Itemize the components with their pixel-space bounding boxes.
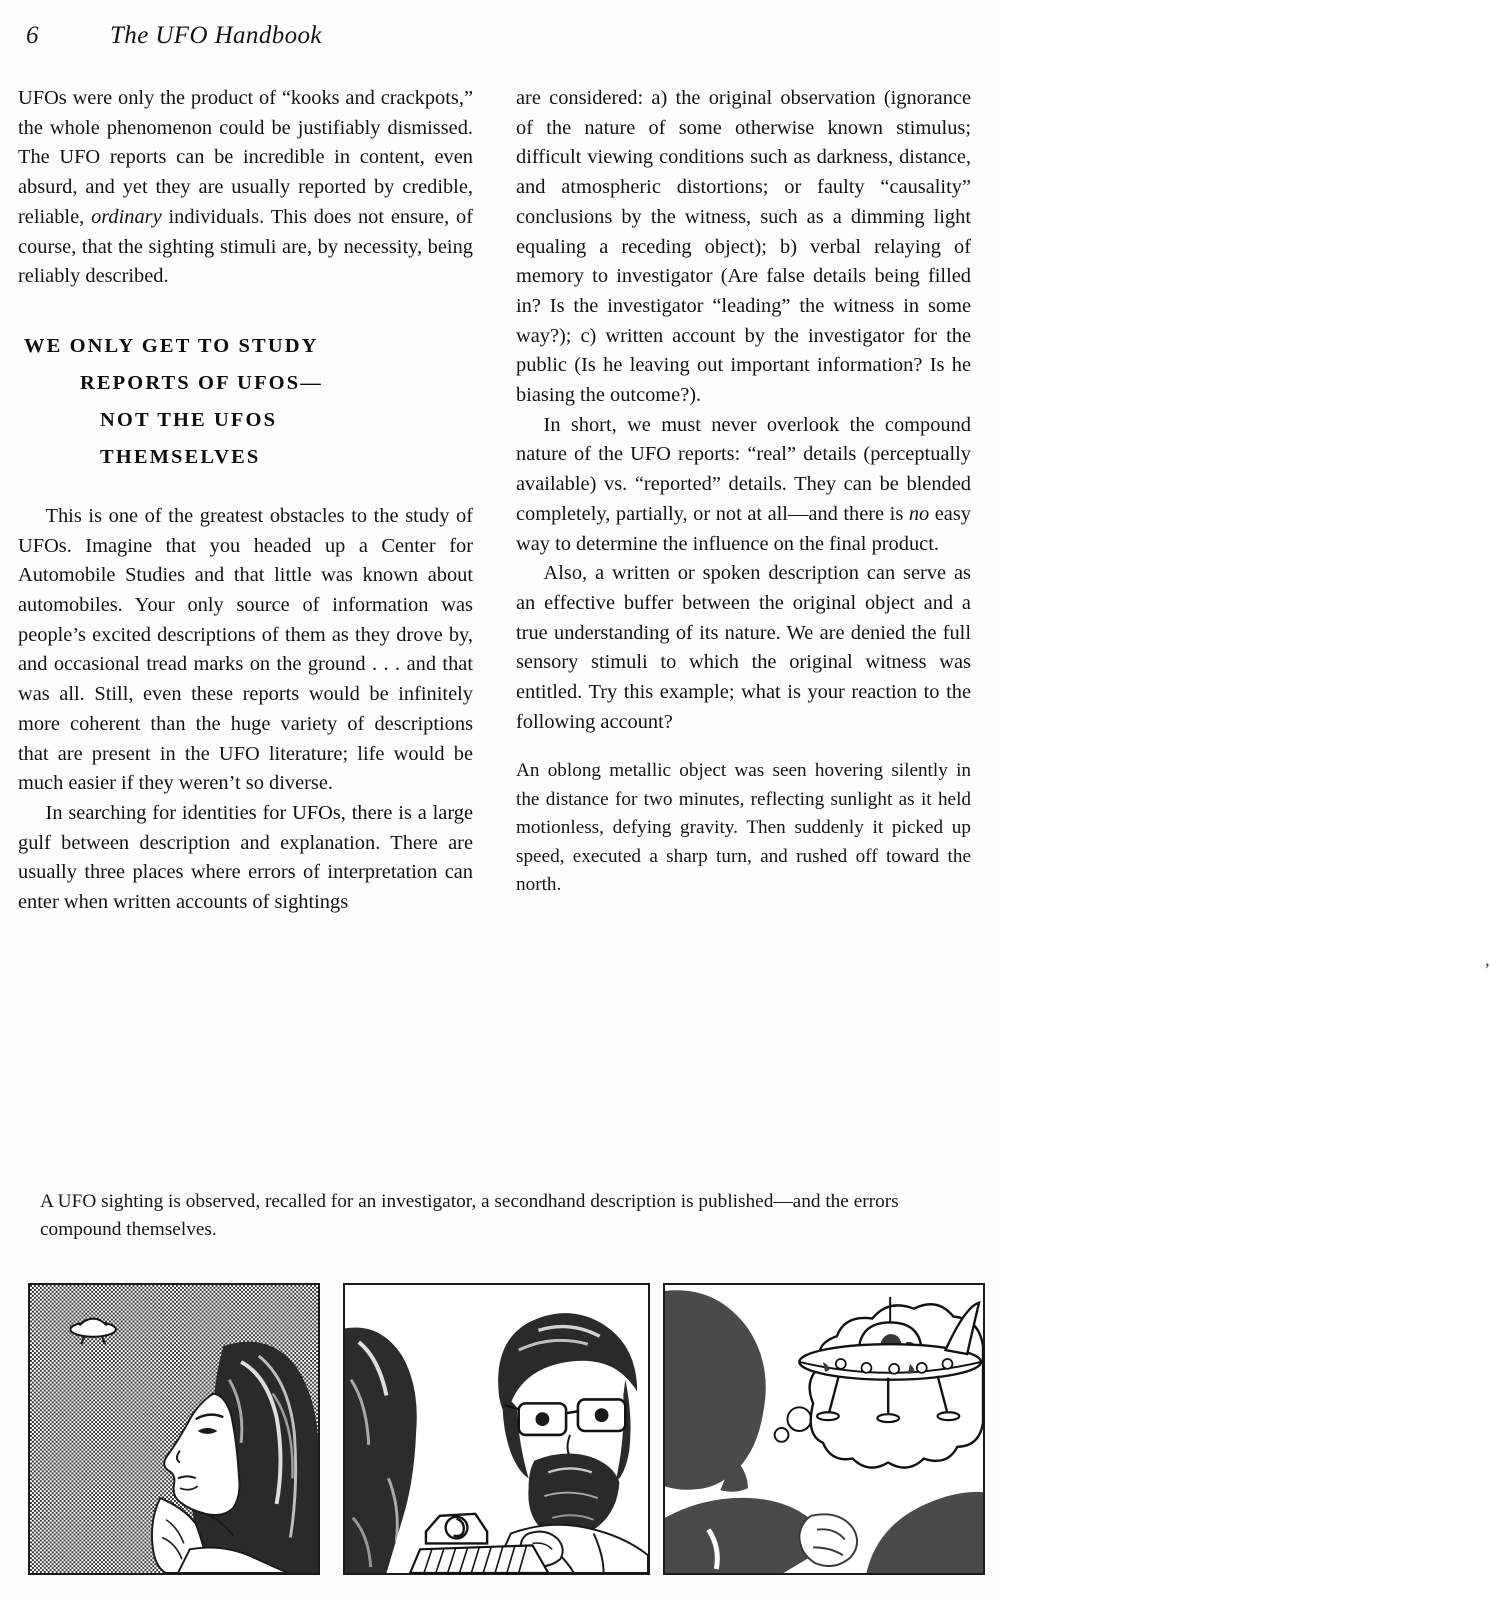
body-columns [18, 84, 1490, 1124]
running-head [26, 22, 975, 56]
paragraph-automobile-analogy: This is one of the greatest obstacles to the study of UFOs. Imagine that you headed up a Center for Automobile Studies and that little was known about automobiles. Your only source of information was people’s excited descriptions of them as they drove by, and occasional tread marks on the ground . . . and that was all. Still, even these reports would be infinitely more coherent than the huge variety of descriptions that are present in the UFO literature; life would be much easier if they weren’t so diverse. [18, 504, 473, 795]
emphasis-no: no [908, 502, 930, 525]
paragraph-text-end: easy way to determine the influence on the final product. [516, 502, 971, 555]
panel-witness-recalls-to-investigator [343, 1283, 650, 1575]
paragraph-buffer: Also, a written or spoken description can serve as an effective buffer between the original object and a true understanding of its nature. We are denied the full sensory stimuli to which the original witness was entitled. Try this example; what is your reaction to the following account? [516, 562, 971, 733]
column-left [18, 84, 473, 918]
paragraph-text: UFOs were only the product of “kooks and crackpots,” the whole phenomenon could be justifiably dismissed. The UFO reports can be incredible in content, even absurd, and yet they are usually reported by credible, reliable, [18, 87, 473, 228]
page-number: 6 [26, 22, 39, 49]
section-heading-line-2: REPORTS OF UFOS— [80, 371, 323, 394]
panel-witness-observes-ufo [28, 1283, 320, 1575]
desk-papers [410, 1545, 548, 1573]
panel-1-artwork [30, 1285, 318, 1573]
figure-caption: A UFO sighting is observed, recalled for an investigator, a secondhand description is published—and the errors compound themselves. [40, 1191, 899, 1240]
section-heading-line-3: NOT THE UFOS [100, 408, 278, 431]
emphasis-ordinary: ordinary [91, 205, 162, 228]
section-heading-line-4: THEMSELVES [100, 445, 261, 468]
illustration-strip [0, 1283, 1001, 1575]
section-heading [18, 328, 473, 476]
eyeglasses [505, 1399, 625, 1435]
scan-artifact-mark: ’ [1484, 960, 1490, 981]
paragraph-identities-gulf: In searching for identities for UFOs, there is a large gulf between description and explanation. There are usually three places where errors of interpretation can enter when written accounts of sightings [18, 801, 473, 914]
column-right [516, 84, 1490, 981]
paragraph-text-end: individuals. This does not ensure, of course, that the sighting stimuli are, by necessity, being reliably described. [18, 205, 474, 288]
paragraph-compound-nature [516, 411, 971, 560]
panel-3-artwork [665, 1285, 983, 1573]
extract-sighting-account: An oblong metallic object was seen hovering silently in the distance for two minutes, reflecting sunlight as it held motionless, defying gravity. Then suddenly it picked up speed, executed a sharp turn, and rushed off toward the north. [516, 760, 971, 896]
paragraph-text: In short, we must never overlook the compound nature of the UFO reports: “real” details (perceptually available) vs. “reported” details. They can be blended completely, partially, or not at all—and there is [516, 413, 971, 525]
panel-2-artwork [345, 1285, 648, 1573]
paragraph-continued [18, 84, 473, 292]
paragraph-three-error-places: are considered: a) the original observation (ignorance of the nature of some otherwise known stimulus; difficult viewing conditions such as darkness, distance, and atmospheric distortions; or faulty “causality” conclusions by the witness, such as a dimming light equaling a receding object); b) verbal relaying of memory to investigator (Are false details being filled in? Is the investigator “leading” the witness in some way?); c) written account by the investigator for the public (Is he leaving out important information? Is he biasing the outcome?). [516, 87, 971, 407]
panel-reader-imagines-ufo [663, 1283, 985, 1575]
section-heading-line-1: WE ONLY GET TO STUDY [24, 334, 319, 357]
book-title: The UFO Handbook [110, 22, 322, 49]
